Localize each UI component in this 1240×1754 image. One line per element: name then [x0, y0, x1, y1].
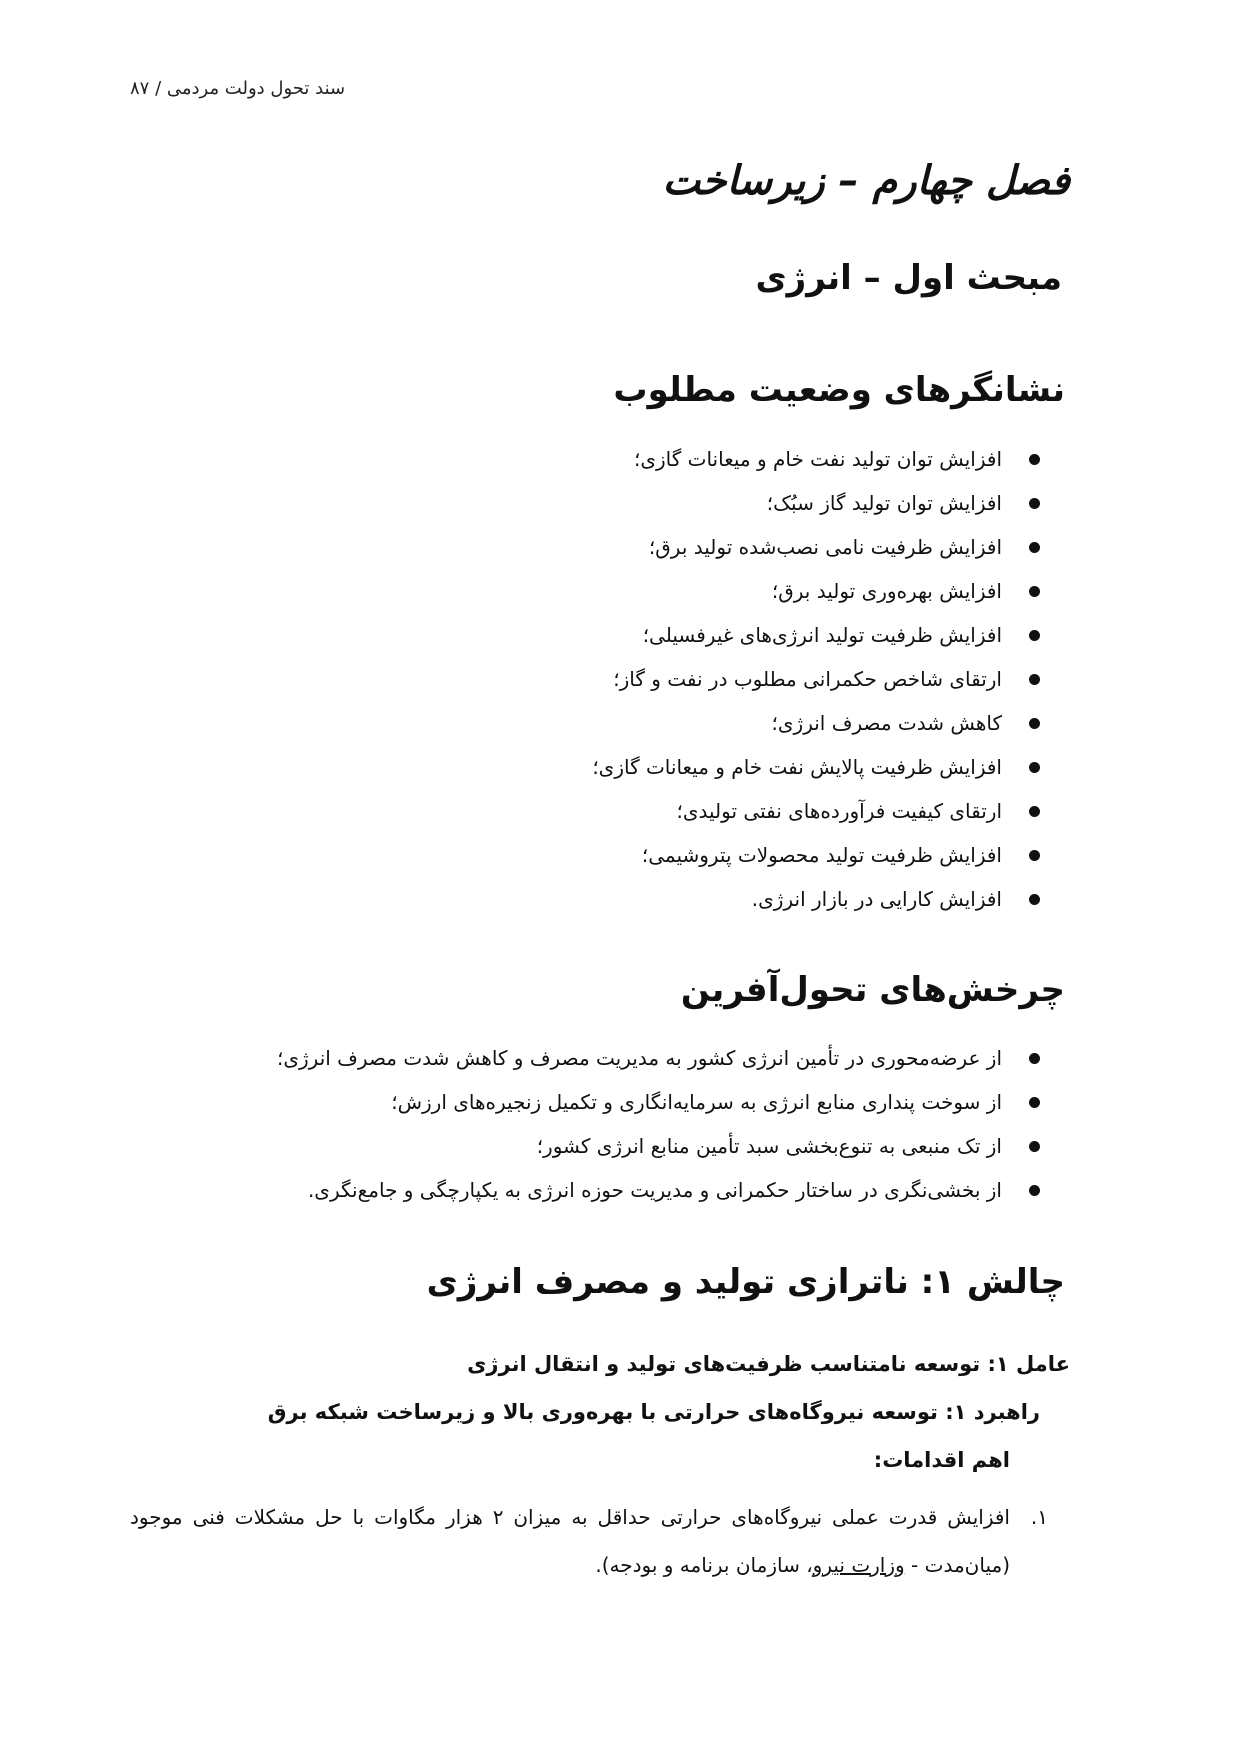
indicator-item: کاهش شدت مصرف انرژی؛ — [592, 701, 1040, 745]
challenge-heading: چالش ۱: ناترازی تولید و مصرف انرژی — [426, 1262, 1065, 1302]
action-text-end: ، سازمان برنامه و بودجه). — [595, 1553, 813, 1577]
bullet-icon — [1029, 762, 1040, 773]
indicator-item: افزایش توان تولید گاز سبُک؛ — [592, 481, 1040, 525]
action-text: افزایش قدرت عملی نیروگاه‌های حرارتی حداقل به میزان ۲ هزار مگاوات با حل مشکلات فنی موجود (میان‌مدت - — [130, 1505, 1010, 1577]
turning-point-item: از سوخت پنداری منابع انرژی به سرمایه‌انگاری و تکمیل زنجیره‌های ارزش؛ — [277, 1080, 1040, 1124]
bullet-icon — [1029, 586, 1040, 597]
running-header — [130, 78, 530, 99]
bullet-icon — [1029, 1185, 1040, 1196]
indicators-heading: نشانگرهای وضعیت مطلوب — [613, 370, 1065, 410]
running-header-title: سند تحول دولت مردمی / ۸۷ — [130, 78, 346, 99]
bullet-icon — [1029, 630, 1040, 641]
bullet-icon — [1029, 718, 1040, 729]
indicator-item: افزایش کارایی در بازار انرژی. — [592, 877, 1040, 921]
turning-points-list — [277, 1036, 1040, 1212]
indicator-item: افزایش ظرفیت نامی نصب‌شده تولید برق؛ — [592, 525, 1040, 569]
action-number: ۱. — [1030, 1505, 1048, 1529]
bullet-icon — [1029, 454, 1040, 465]
action-item — [130, 1493, 1048, 1589]
strategy-heading: راهبرد ۱: توسعه نیروگاه‌های حرارتی با بهره‌وری بالا و زیرساخت شبکه برق — [267, 1400, 1040, 1424]
bullet-icon — [1029, 806, 1040, 817]
turning-point-item: از تک منبعی به تنوع‌بخشی سبد تأمین منابع انرژی کشور؛ — [277, 1124, 1040, 1168]
factor-heading: عامل ۱: توسعه نامتناسب ظرفیت‌های تولید و انتقال انرژی — [467, 1352, 1070, 1376]
indicator-item: افزایش توان تولید نفت خام و میعانات گازی؛ — [592, 437, 1040, 481]
bullet-icon — [1029, 850, 1040, 861]
bullet-icon — [1029, 1097, 1040, 1108]
bullet-icon — [1029, 1053, 1040, 1064]
bullet-icon — [1029, 1141, 1040, 1152]
indicator-item: ارتقای کیفیت فرآورده‌های نفتی تولیدی؛ — [592, 789, 1040, 833]
indicator-item: افزایش ظرفیت تولید انرژی‌های غیرفسیلی؛ — [592, 613, 1040, 657]
bullet-icon — [1029, 542, 1040, 553]
section-title: مبحث اول – انرژی — [755, 258, 1062, 298]
actions-label: اهم اقدامات: — [873, 1448, 1010, 1472]
bullet-icon — [1029, 674, 1040, 685]
indicator-item: ارتقای شاخص حکمرانی مطلوب در نفت و گاز؛ — [592, 657, 1040, 701]
indicator-item: افزایش بهره‌وری تولید برق؛ — [592, 569, 1040, 613]
turning-points-heading: چرخش‌های تحول‌آفرین — [680, 970, 1065, 1010]
bullet-icon — [1029, 894, 1040, 905]
bullet-icon — [1029, 498, 1040, 509]
indicator-item: افزایش ظرفیت پالایش نفت خام و میعانات گازی؛ — [592, 745, 1040, 789]
turning-point-item: از عرضه‌محوری در تأمین انرژی کشور به مدیریت مصرف و کاهش شدت مصرف انرژی؛ — [277, 1036, 1040, 1080]
turning-point-item: از بخشی‌نگری در ساختار حکمرانی و مدیریت حوزه انرژی به یکپارچگی و جامع‌نگری. — [277, 1168, 1040, 1212]
indicators-list — [592, 437, 1040, 921]
indicator-item: افزایش ظرفیت تولید محصولات پتروشیمی؛ — [592, 833, 1040, 877]
chapter-title: فصل چهارم – زیرساخت — [662, 158, 1070, 204]
responsible-org: وزارت نیرو — [812, 1553, 905, 1577]
